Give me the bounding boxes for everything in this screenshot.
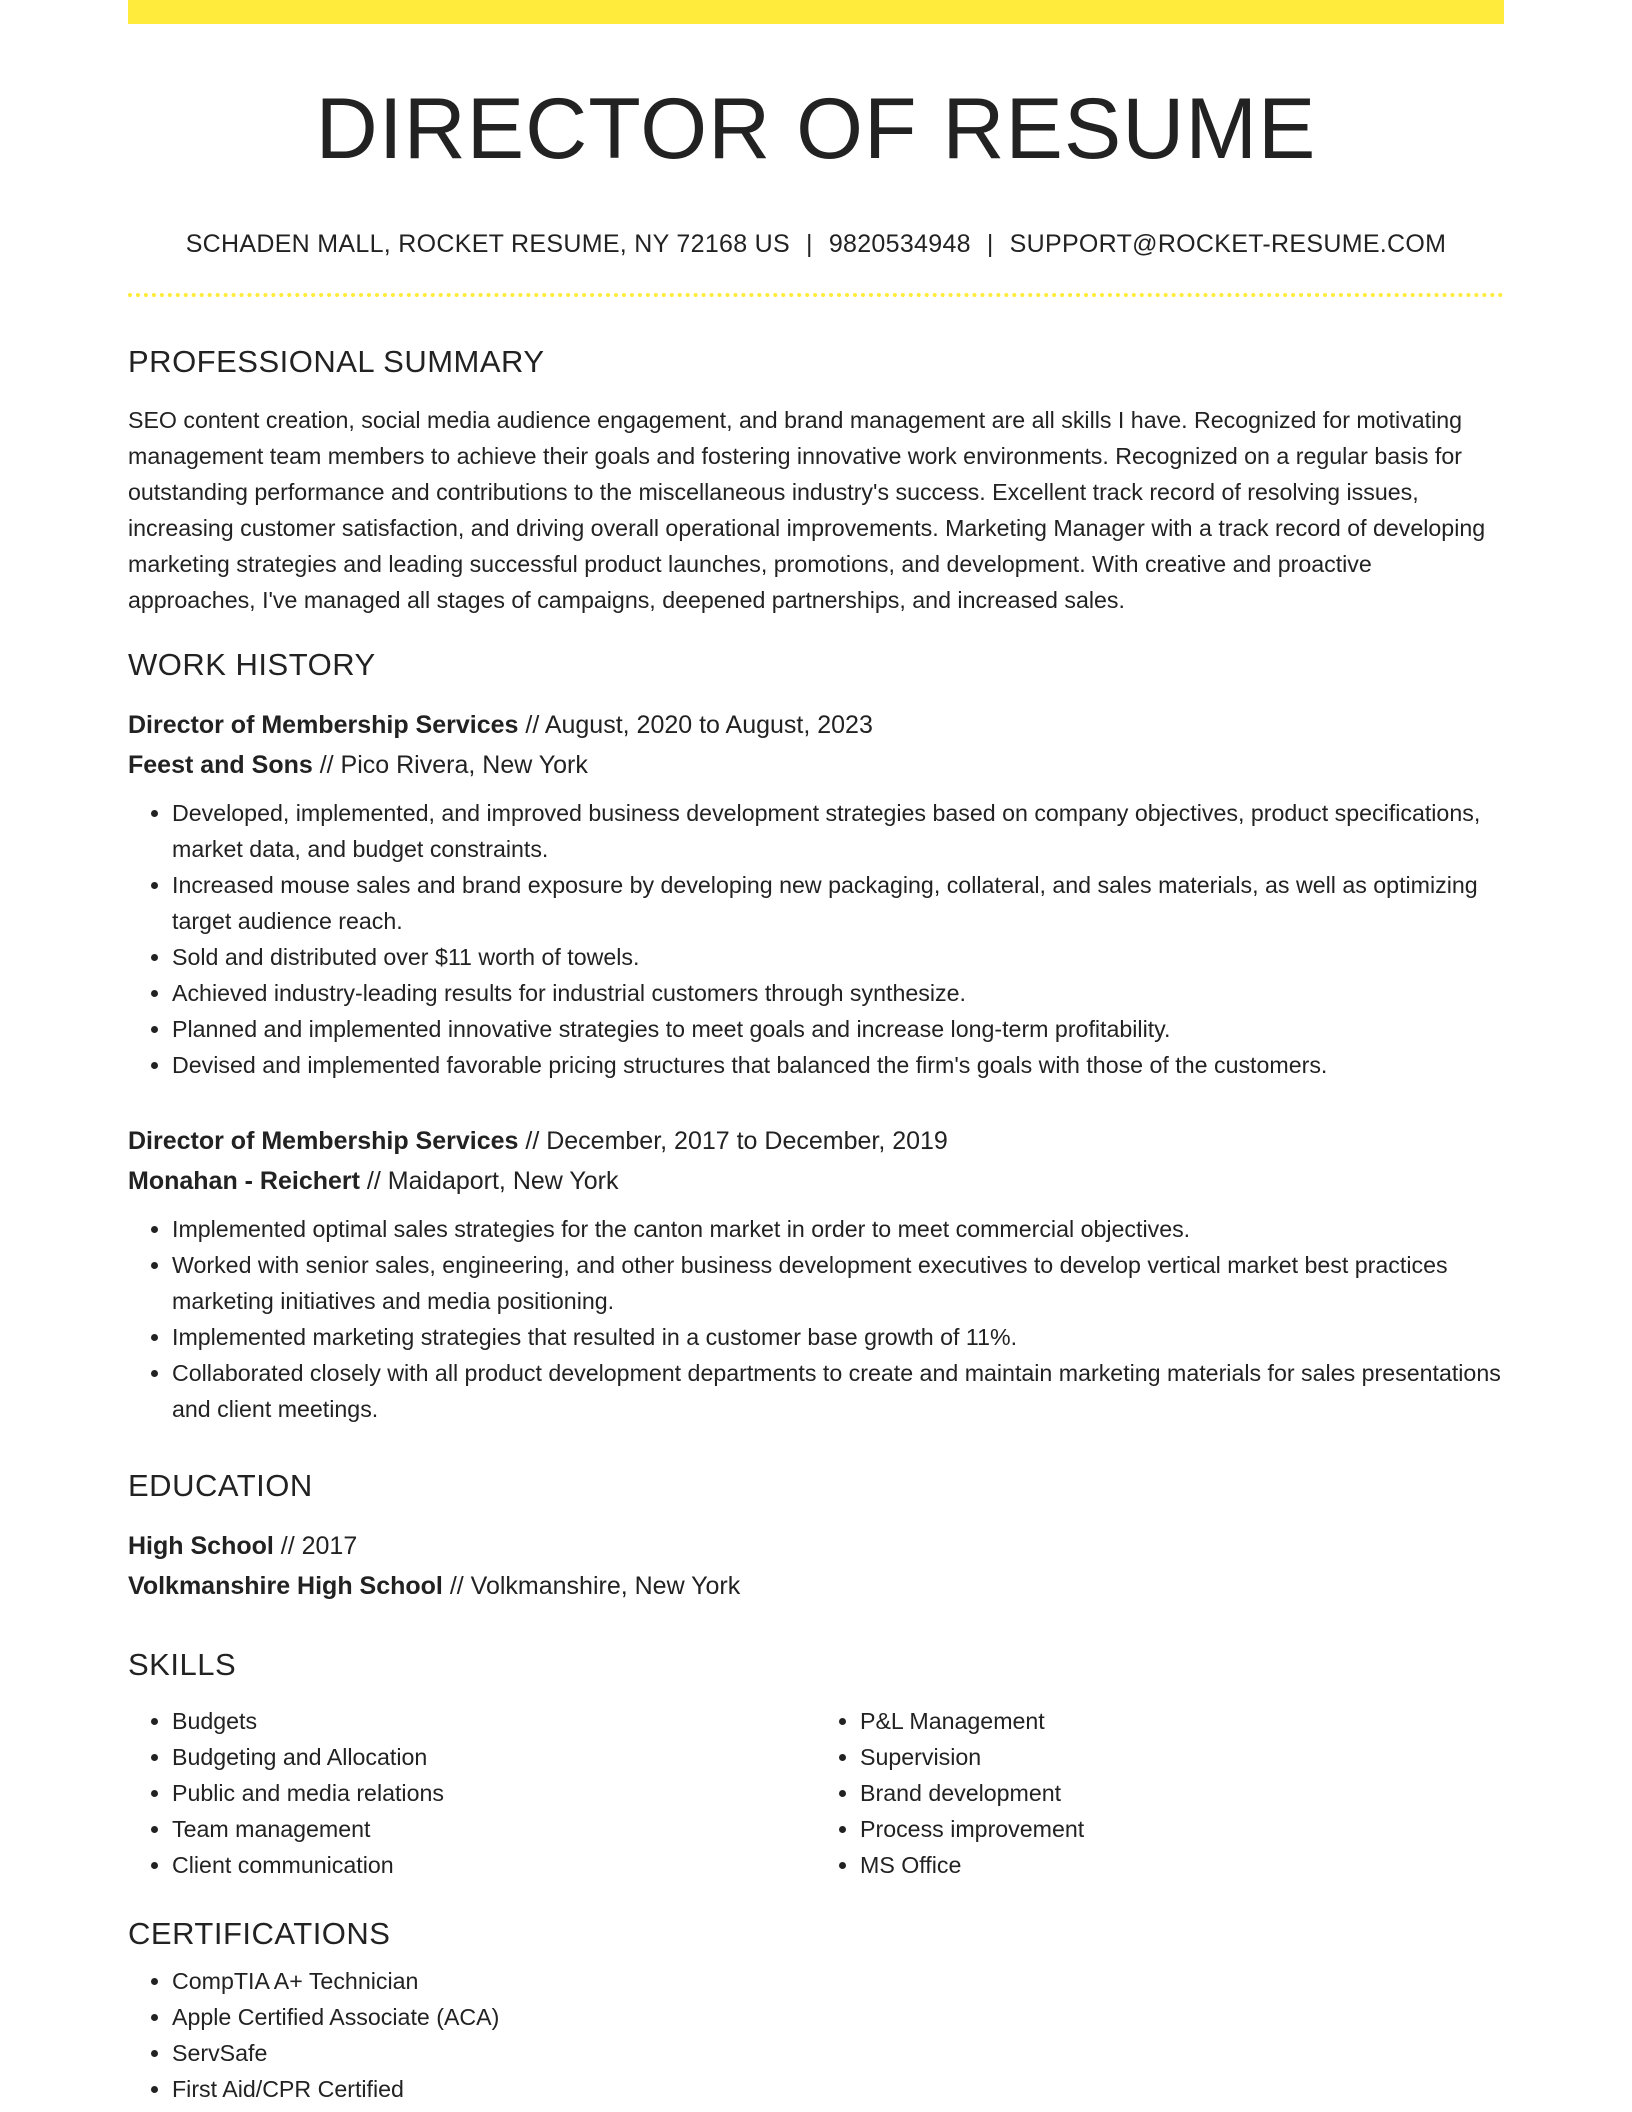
section-heading-summary: PROFESSIONAL SUMMARY [128, 343, 545, 379]
certification-item: • Apple Certified Associate (ACA) [172, 1999, 1504, 2035]
job-company-line [128, 1161, 1504, 1201]
contact-separator: | [806, 229, 813, 258]
contact-email: SUPPORT@ROCKET-RESUME.COM [1009, 229, 1447, 258]
contact-address: SCHADEN MALL, ROCKET RESUME, NY 72168 US [185, 229, 791, 258]
skill-item: • Supervision [860, 1739, 1504, 1775]
skill-item: • Public and media relations [172, 1775, 816, 1811]
job-dates: // December, 2017 to December, 2019 [518, 1126, 948, 1155]
job-location: // Maidaport, New York [359, 1166, 619, 1195]
job-entry [128, 705, 1504, 1083]
education-year: // 2017 [273, 1532, 358, 1561]
section-heading-skills: SKILLS [128, 1647, 237, 1683]
contact-phone: 9820534948 [828, 229, 971, 258]
section-heading-education: EDUCATION [128, 1467, 313, 1503]
job-bullet: • Worked with senior sales, engineering, and other business development executives to develop vertical market best practices marketing initiatives and media positioning. [172, 1247, 1504, 1319]
education-school: Volkmanshire High School [128, 1572, 443, 1601]
certifications-list [128, 1963, 1504, 2107]
job-dates: // August, 2020 to August, 2023 [518, 710, 873, 739]
accent-top-bar [128, 0, 1504, 24]
dotted-divider [128, 293, 1504, 297]
education-degree-line [128, 1526, 1504, 1566]
job-bullet: • Planned and implemented innovative strategies to meet goals and increase long-term profitability. [172, 1011, 1504, 1047]
resume-page [128, 0, 1504, 2107]
job-bullet: • Implemented marketing strategies that resulted in a customer base growth of 11%. [172, 1319, 1504, 1355]
job-bullet: • Devised and implemented favorable pricing structures that balanced the firm's goals with those of the customers. [172, 1047, 1504, 1083]
skill-item: • Budgeting and Allocation [172, 1739, 816, 1775]
job-bullets [128, 795, 1504, 1083]
resume-name: DIRECTOR OF RESUME [315, 81, 1317, 177]
education-entry [128, 1526, 1504, 1606]
education-location: // Volkmanshire, New York [442, 1572, 741, 1601]
skills-grid [128, 1703, 1504, 1883]
skill-item: • Client communication [172, 1847, 816, 1883]
skill-item: • MS Office [860, 1847, 1504, 1883]
job-title: Director of Membership Services [128, 710, 519, 739]
job-title-line [128, 705, 1504, 745]
skill-item: • P&L Management [860, 1703, 1504, 1739]
skills-column-left [128, 1703, 816, 1883]
skills-column-right [816, 1703, 1504, 1883]
job-bullet: • Collaborated closely with all product development departments to create and maintain marketing materials for sales presentations and client meetings. [172, 1355, 1504, 1427]
contact-line [128, 229, 1504, 259]
job-bullet: • Achieved industry-leading results for industrial customers through synthesize. [172, 975, 1504, 1011]
section-heading-work-history: WORK HISTORY [128, 646, 376, 682]
certification-item: • CompTIA A+ Technician [172, 1963, 1504, 1999]
skill-item: • Team management [172, 1811, 816, 1847]
summary-text: SEO content creation, social media audience engagement, and brand management are all skills I have. Recognized for motivating management team members to achieve their goals and fostering innovative work environments. Recognized on a regular basis for outstanding performance and contributions to the miscellaneous industry's success. Excellent track record of resolving issues, increasing customer satisfaction, and driving overall operational improvements. Marketing Manager with a track record of developing marketing strategies and leading successful product launches, promotions, and development. With creative and proactive approaches, I've managed all stages of campaigns, deepened partnerships, and increased sales. [128, 406, 1486, 613]
job-company-line [128, 745, 1504, 785]
job-bullets [128, 1211, 1504, 1427]
skill-item: • Budgets [172, 1703, 816, 1739]
education-degree: High School [128, 1532, 274, 1561]
contact-separator: | [986, 229, 994, 258]
job-bullet: • Developed, implemented, and improved business development strategies based on company objectives, product specifications, market data, and budget constraints. [172, 795, 1504, 867]
job-title: Director of Membership Services [128, 1126, 519, 1155]
job-bullet: • Implemented optimal sales strategies for the canton market in order to meet commercial objectives. [172, 1211, 1504, 1247]
section-heading-certifications: CERTIFICATIONS [128, 1916, 391, 1952]
job-bullet: • Sold and distributed over $11 worth of towels. [172, 939, 1504, 975]
certification-item: • First Aid/CPR Certified [172, 2071, 1504, 2107]
job-company: Monahan - Reichert [128, 1166, 360, 1195]
job-bullet: • Increased mouse sales and brand exposure by developing new packaging, collateral, and sales materials, as well as optimizing target audience reach. [172, 867, 1504, 939]
skill-item: • Brand development [860, 1775, 1504, 1811]
certification-item: • ServSafe [172, 2035, 1504, 2071]
job-title-line [128, 1121, 1504, 1161]
job-entry [128, 1121, 1504, 1427]
job-location: // Pico Rivera, New York [312, 750, 588, 779]
job-company: Feest and Sons [128, 750, 313, 779]
education-school-line [128, 1566, 1504, 1606]
skill-item: • Process improvement [860, 1811, 1504, 1847]
